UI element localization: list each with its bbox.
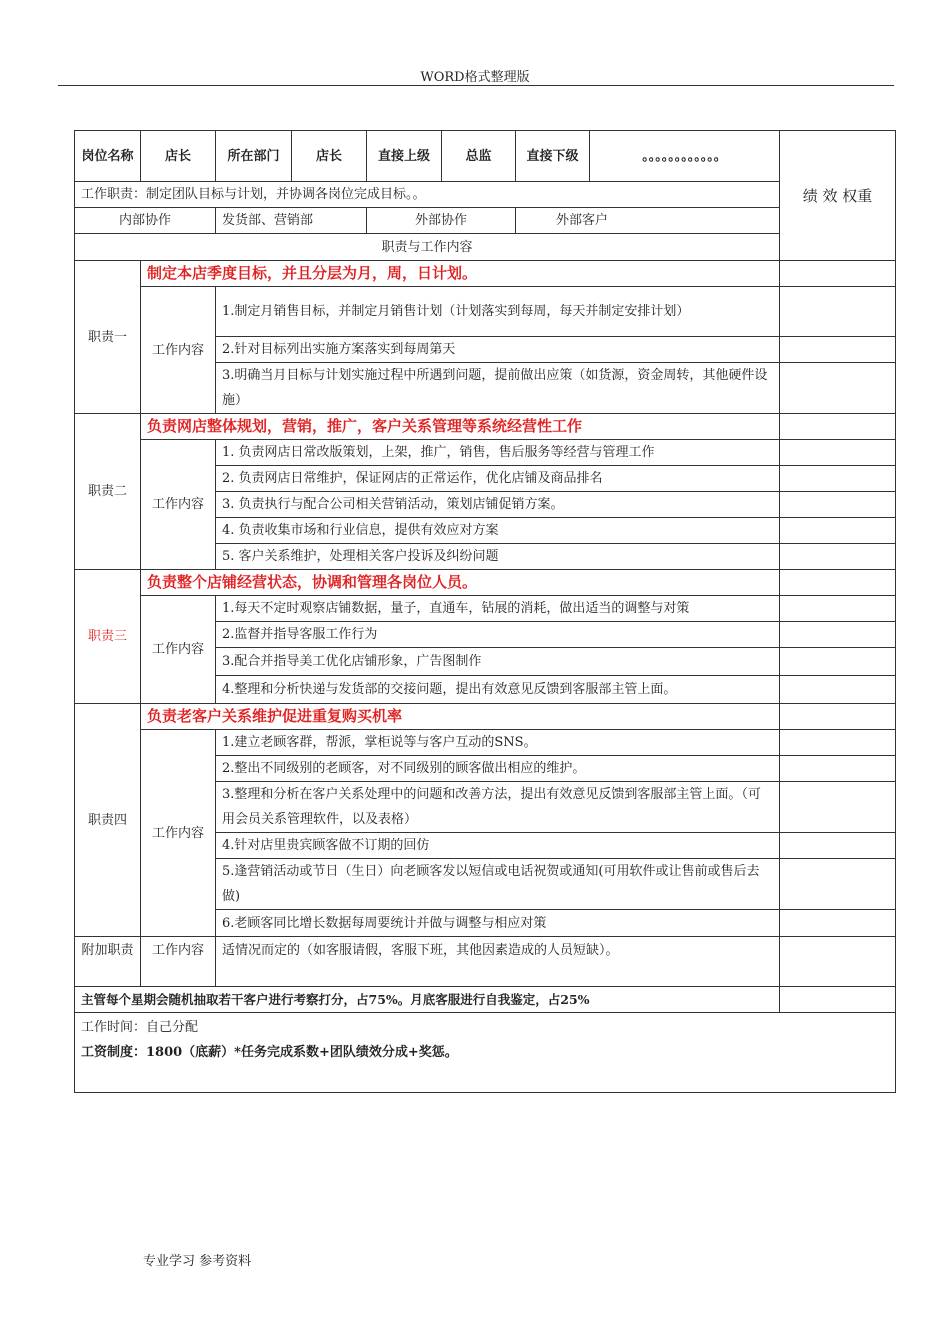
weight-cell (780, 648, 896, 676)
duty-item: 2.针对目标列出实施方案落实到每周第天 (216, 337, 780, 363)
weight-cell (780, 987, 896, 1013)
superior-label: 直接上级 (367, 131, 442, 182)
duty-item: 6.老顾客同比增长数据每周要统计并做与调整与相应对策 (216, 910, 780, 937)
position-name-label: 岗位名称 (75, 131, 141, 182)
department-label: 所在部门 (216, 131, 292, 182)
work-content-label: 工作内容 (141, 287, 216, 414)
page-header: WORD格式整理版 (420, 70, 530, 85)
weight-cell (780, 937, 896, 987)
duty-item: 3.配合并指导美工优化店铺形象，广告图制作 (216, 648, 780, 676)
weight-cell (780, 704, 896, 730)
work-content-label: 工作内容 (141, 440, 216, 570)
performance-weight-header: 绩 效 权重 (780, 131, 896, 261)
duty-title: 负责老客户关系维护促进重复购买机率 (141, 704, 780, 730)
weight-cell (780, 570, 896, 596)
weight-cell (780, 596, 896, 622)
duty-item: 2. 负责网店日常维护，保证网店的正常运作，优化店铺及商品排名 (216, 466, 780, 492)
duty-item: 4. 负责收集市场和行业信息，提供有效应对方案 (216, 518, 780, 544)
weight-cell (780, 261, 896, 287)
duty-item: 3. 负责执行与配合公司相关营销活动，策划店铺促销方案。 (216, 492, 780, 518)
duty-item: 4.针对店里贵宾顾客做不订期的回仿 (216, 833, 780, 859)
duty-item: 5.逢营销活动或节日（生日）向老顾客发以短信或电话祝贺或通知(可用软件或让售前或售后去做) (216, 859, 780, 910)
duty-item: 3.整理和分析在客户关系处理中的问题和改善方法，提出有效意见反馈到客服部主管上面。（可用会员关系管理软件，以及表格） (216, 782, 780, 833)
weight-cell (780, 756, 896, 782)
work-content-label: 工作内容 (141, 937, 216, 987)
weight-cell (780, 730, 896, 756)
duty-item: 2.整出不同级别的老顾客，对不同级别的顾客做出相应的维护。 (216, 756, 780, 782)
weight-cell (780, 833, 896, 859)
job-duty-summary: 工作职责：制定团队目标与计划，并协调各岗位完成目标。。 (75, 182, 780, 208)
position-name-value: 店长 (141, 131, 216, 182)
duty-item: 1.制定月销售目标，并制定月销售计划（计划落实到每周，每天并制定安排计划） (216, 287, 780, 337)
department-value: 店长 (292, 131, 367, 182)
weight-cell (780, 859, 896, 910)
duty-label: 职责四 (75, 704, 141, 937)
duty-item: 2.监督并指导客服工作行为 (216, 622, 780, 648)
weight-cell (780, 518, 896, 544)
subordinate-label: 直接下级 (516, 131, 590, 182)
duty-title: 负责整个店铺经营状态，协调和管理各岗位人员。 (141, 570, 780, 596)
work-content-label: 工作内容 (141, 730, 216, 937)
weight-cell (780, 492, 896, 518)
duty-title: 制定本店季度目标，并且分层为月，周，日计划。 (141, 261, 780, 287)
extra-duty-label: 附加职责 (75, 937, 141, 987)
salary-system: 工资制度：1800（底薪）*任务完成系数+团队绩效分成+奖惩。 (81, 1045, 458, 1060)
footer-info (75, 1013, 896, 1093)
duty-label: 职责二 (75, 414, 141, 570)
header-rule (58, 85, 894, 86)
evaluation-note: 主管每个星期会随机抽取若干客户进行考察打分，占75%。月底客服进行自我鉴定，占25% (75, 987, 780, 1013)
weight-cell (780, 466, 896, 492)
work-time: 工作时间：自己分配 (81, 1020, 199, 1035)
weight-cell (780, 363, 896, 414)
page-footer: 专业学习 参考资料 (143, 1254, 252, 1269)
weight-cell (780, 440, 896, 466)
duty-label: 职责三 (75, 570, 141, 704)
duty-item: 1.每天不定时观察店铺数据，量子，直通车，钻展的消耗，做出适当的调整与对策 (216, 596, 780, 622)
internal-coop-value: 发货部、营销部 (216, 208, 367, 234)
weight-cell (780, 544, 896, 570)
work-content-label: 工作内容 (141, 596, 216, 704)
weight-cell (780, 676, 896, 704)
duty-item: 4.整理和分析快递与发货部的交接问题，提出有效意见反馈到客服部主管上面。 (216, 676, 780, 704)
duty-label: 职责一 (75, 261, 141, 414)
extra-duty-content: 适情况而定的（如客服请假，客服下班，其他因素造成的人员短缺）。 (216, 937, 780, 987)
weight-cell (780, 414, 896, 440)
subordinate-value: 。。。。。。。。。。。。 (590, 131, 780, 182)
job-description-table (74, 130, 896, 1093)
external-coop-label: 外部协作 (367, 208, 516, 234)
weight-cell (780, 910, 896, 937)
section-title: 职责与工作内容 (75, 234, 780, 261)
duty-item: 3.明确当月目标与计划实施过程中所遇到问题，提前做出应策（如货源，资金周转，其他硬件设施） (216, 363, 780, 414)
duty-item: 1.建立老顾客群，帮派，掌柜说等与客户互动的SNS。 (216, 730, 780, 756)
weight-cell (780, 337, 896, 363)
duty-title: 负责网店整体规划，营销，推广，客户关系管理等系统经营性工作 (141, 414, 780, 440)
internal-coop-label: 内部协作 (75, 208, 216, 234)
weight-cell (780, 287, 896, 337)
weight-cell (780, 622, 896, 648)
duty-item: 5. 客户关系维护，处理相关客户投诉及纠纷问题 (216, 544, 780, 570)
duty-item: 1. 负责网店日常改版策划，上架，推广，销售，售后服务等经营与管理工作 (216, 440, 780, 466)
superior-value: 总监 (442, 131, 516, 182)
external-coop-value: 外部客户 (516, 208, 780, 234)
weight-cell (780, 782, 896, 833)
